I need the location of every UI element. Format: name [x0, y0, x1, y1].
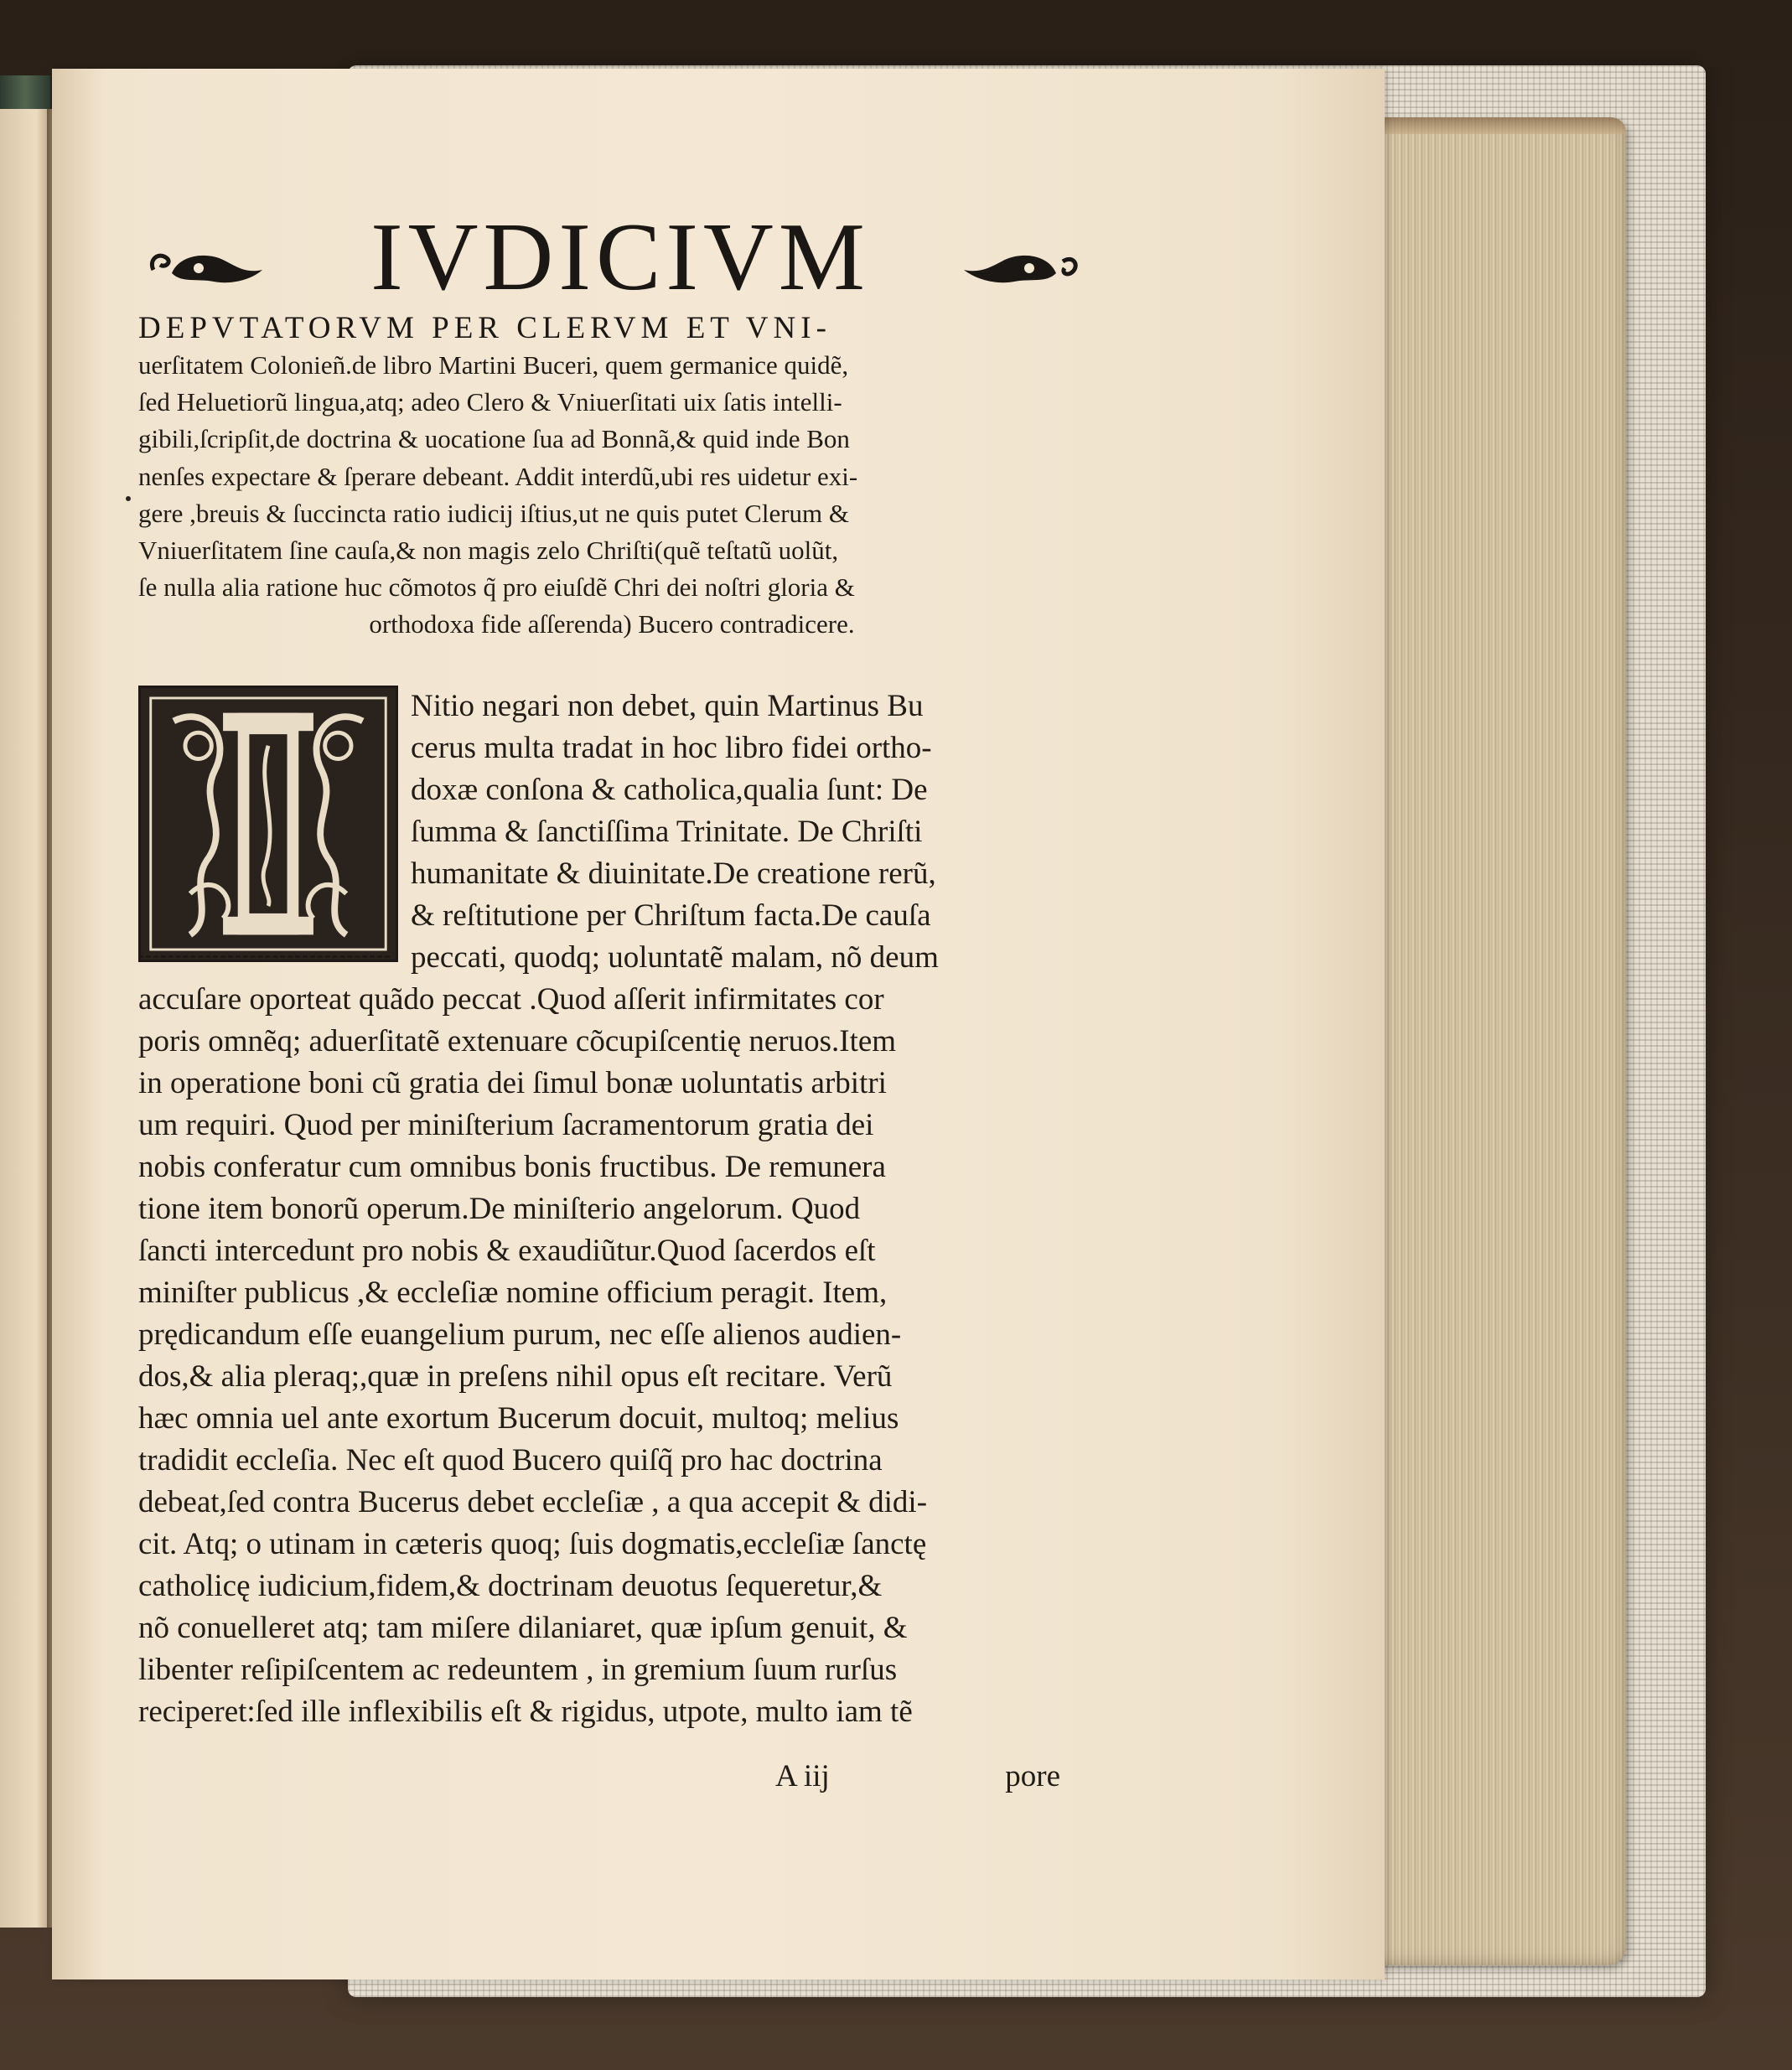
- body-line: ſancti intercedunt pro nobis & exaudiũtur.Quod ſacerdos eſt: [138, 1234, 876, 1268]
- body-line: nobis conferatur cum omnibus bonis fructibus. De remunera: [138, 1150, 886, 1184]
- spine-binding: [0, 75, 50, 109]
- margin-dot: [126, 496, 131, 501]
- body-line: libenter reſipiſcentem ac redeuntem , in gremium ſuum rurſus: [138, 1653, 898, 1687]
- body-line: peccati, quodq; uoluntatẽ malam, nõ deum: [411, 940, 939, 975]
- intro-line: Vniuerſitatem ſine cauſa,& non magis zelo Chriſti(quẽ teſtatũ uolũt,: [138, 535, 839, 565]
- body-line: nõ conuelleret atq; tam miſere dilaniaret, quæ ipſum genuit, &: [138, 1611, 908, 1645]
- body-line: um requiri. Quod per miniſterium ſacramentorum gratia dei: [138, 1108, 874, 1142]
- body-line: cit. Atq; o utinam in cæteris quoq; ſuis dogmatis,eccleſiæ ſanctę: [138, 1527, 927, 1561]
- body-line: ſumma & ſanctiſſima Trinitate. De Chriſti: [411, 815, 923, 849]
- body-line: poris omnẽq; aduerſitatẽ extenuare cõcupiſcentię neruos.Item: [138, 1024, 897, 1058]
- body-line: & reſtitutione per Chriſtum facta.De cauſa: [411, 898, 931, 933]
- intro-paragraph: [138, 347, 1085, 644]
- intro-line: uerſitatem Colonieñ.de libro Martini Buceri, quem germanice quidẽ,: [138, 350, 849, 380]
- body-line: dos,& alia pleraq;,quæ in preſens nihil opus eſt recitare. Verũ: [138, 1359, 893, 1394]
- intro-line: gibili,ſcripſit,de doctrina & uocatione ſua ad Bonnã,& quid inde Bon: [138, 424, 850, 454]
- title-subheading: DEPVTATORVM PER CLERVM ET VNI-: [138, 311, 831, 345]
- page-title: IVDICIVM: [370, 204, 870, 311]
- body-line: in operatione boni cũ gratia dei ſimul bonæ uoluntatis arbitri: [138, 1066, 887, 1100]
- fore-edge-top: [1375, 117, 1626, 134]
- body-line: accuſare oporteat quãdo peccat .Quod aſſerit infirmitates cor: [138, 982, 884, 1017]
- intro-line: ſed Heluetiorũ lingua,atq; adeo Clero & Vniuerſitati uix ſatis intelli-: [138, 387, 842, 417]
- signature-mark: A iij: [775, 1759, 830, 1793]
- body-line: catholicę iudicium,fidem,& doctrinam deuotus ſequeretur,&: [138, 1569, 883, 1603]
- body-line: prędicandum eſſe euangelium purum, nec eſſe alienos audien-: [138, 1317, 902, 1352]
- body-line: humanitate & diuinitate.De creatione rerũ,: [411, 856, 936, 891]
- text-block-fore-edge: [1375, 117, 1626, 1965]
- catchword: pore: [1005, 1759, 1060, 1793]
- body-line: miniſter publicus ,& eccleſiæ nomine officium peragit. Item,: [138, 1276, 888, 1310]
- intro-line: nenſes expectare & ſperare debeant. Addit interdũ,ubi res uidetur exi-: [138, 461, 858, 491]
- body-line: doxæ conſona & catholica,qualia ſunt: De: [411, 773, 928, 807]
- intro-line: ſe nulla alia ratione huc cõmotos q̃ pro eiuſdẽ Chri dei noſtri gloria &: [138, 572, 855, 603]
- body-line: Nitio negari non debet, quin Martinus Bu: [411, 689, 924, 723]
- body-line: tradidit eccleſia. Nec eſt quod Bucero quiſq̃ pro hac doctrina: [138, 1443, 883, 1477]
- intro-line: gere ,breuis & ſuccincta ratio iudicij iſtius,ut ne quis putet Clerum &: [138, 498, 850, 528]
- body-line: debeat,ſed contra Bucerus debet eccleſiæ , a qua accepit & didi-: [138, 1485, 928, 1519]
- body-text: [138, 686, 1085, 1733]
- page-footer: [138, 1756, 1085, 1798]
- intro-line: orthodoxa fide aſſerenda) Bucero contradicere.: [369, 609, 855, 639]
- left-page-edge: [0, 109, 52, 1928]
- body-line: cerus multa tradat in hoc libro fidei ortho-: [411, 731, 932, 765]
- body-line: hæc omnia uel ante exortum Bucerum docuit, multoq; melius: [138, 1401, 899, 1436]
- body-line: reciperet:ſed ille inflexibilis eſt & rigidus, utpote, multo iam tẽ: [138, 1695, 913, 1729]
- body-line: tione item bonorũ operum.De miniſterio angelorum. Quod: [138, 1192, 861, 1226]
